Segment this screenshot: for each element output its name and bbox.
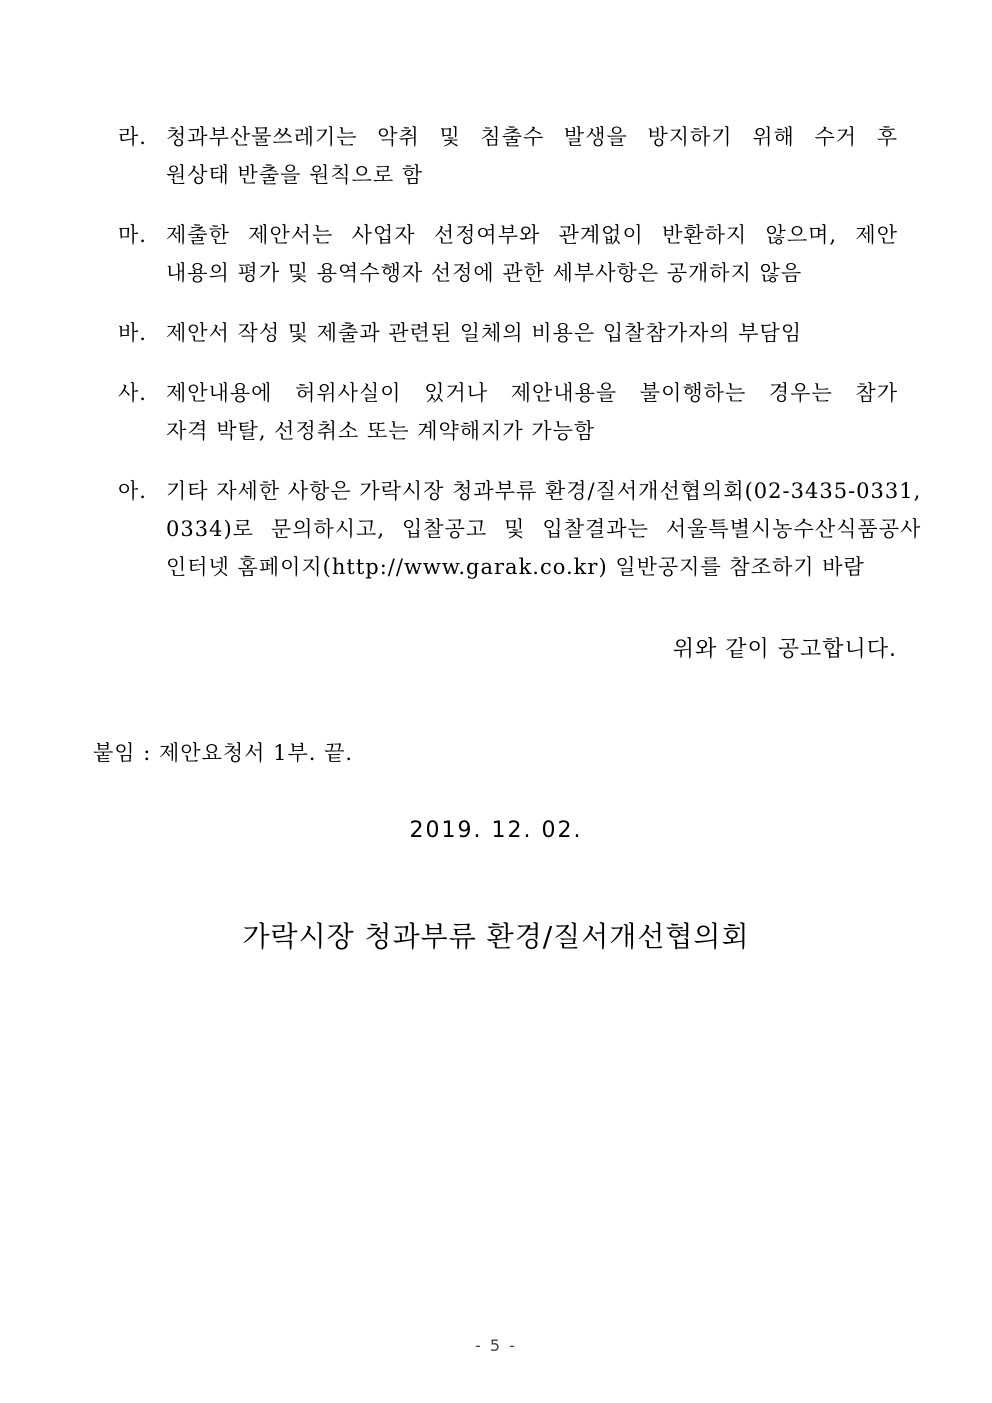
organization-name: 가락시장 청과부류 환경/질서개선협의회 — [242, 920, 750, 953]
item-marker: 마. — [118, 223, 147, 247]
item-marker: 라. — [118, 125, 147, 149]
notice-item-ba — [118, 314, 898, 352]
notice-item-a — [118, 472, 922, 586]
notice-item-ma — [118, 216, 898, 292]
item-text — [166, 472, 921, 586]
item-marker: 아. — [118, 479, 147, 503]
page-number: - 5 - — [475, 1336, 517, 1355]
notice-date: 2019. 12. 02. — [409, 818, 583, 843]
item-line: 자격 박탈, 선정취소 또는 계약해지가 가능함 — [166, 419, 596, 443]
item-marker: 바. — [118, 321, 147, 345]
closing-statement: 위와 같이 공고합니다. — [672, 637, 897, 662]
item-line: 제출한 제안서는 사업자 선정여부와 관계없이 반환하지 않으며, 제안 — [166, 223, 898, 247]
item-text — [166, 216, 898, 292]
item-line: 제안내용에 허위사실이 있거나 제안내용을 불이행하는 경우는 참가 — [166, 381, 898, 405]
item-text — [166, 118, 898, 194]
item-line: 원상태 반출을 원칙으로 함 — [166, 163, 424, 187]
notice-item-sa — [118, 374, 898, 450]
notice-items — [118, 118, 922, 608]
item-text — [166, 314, 898, 352]
item-line: 청과부산물쓰레기는 악취 및 침출수 발생을 방지하기 위해 수거 후 — [166, 125, 898, 149]
item-line: 인터넷 홈페이지(http://www.garak.co.kr) 일반공지를 참조하기 바람 — [166, 555, 865, 579]
attachment-note: 붙임 : 제안요청서 1부. 끝. — [93, 741, 354, 765]
item-text — [166, 374, 898, 450]
item-line: 제안서 작성 및 제출과 관련된 일체의 비용은 입찰참가자의 부담임 — [166, 321, 803, 345]
item-line: 기타 자세한 사항은 가락시장 청과부류 환경/질서개선협의회(02-3435-0331, — [166, 479, 922, 503]
item-marker: 사. — [118, 381, 147, 405]
item-line: 0334)로 문의하시고, 입찰공고 및 입찰결과는 서울특별시농수산식품공사 — [166, 517, 922, 541]
item-line: 내용의 평가 및 용역수행자 선정에 관한 세부사항은 공개하지 않음 — [166, 261, 803, 285]
notice-item-ra — [118, 118, 898, 194]
